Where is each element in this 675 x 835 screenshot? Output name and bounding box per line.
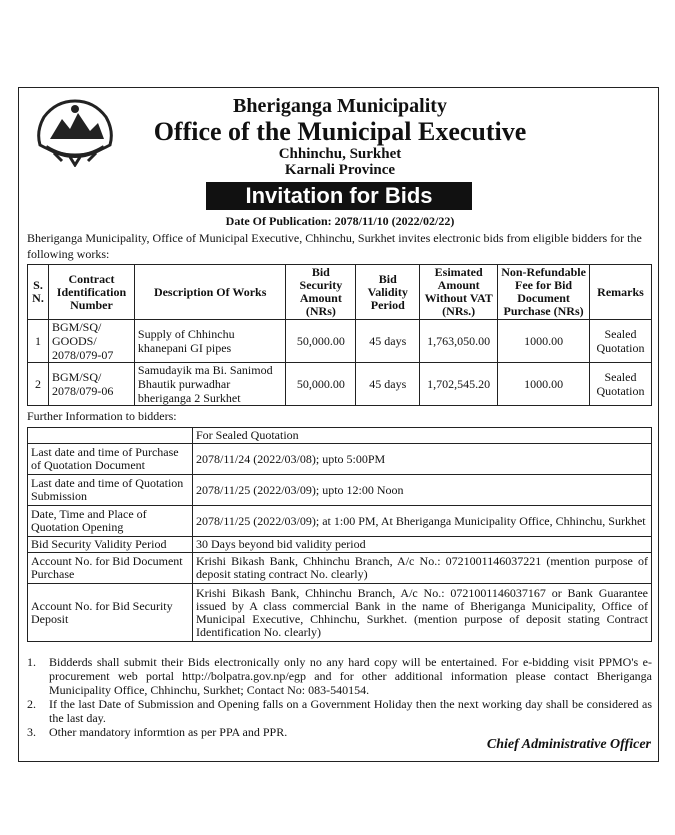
publication-date: Date Of Publication: 2078/11/10 (2022/02/22) xyxy=(225,214,455,228)
info-value: Krishi Bikash Bank, Chhinchu Branch, A/c No.: 0721001146037221 (mention purpose of deposit stating contract No. clearly) xyxy=(193,553,652,584)
table-row xyxy=(28,363,652,406)
note-text: Bidderds shall submit their Bids electronically only no any hard copy will be entertained. For e-bidding visit PPMO's e-procurement web portal http://bolpatra.gov.np/egp and for other additional information please contact Bheriganga Municipality Office, Chhinchu, Surkhet; Contact No: 083-540154. xyxy=(49,655,652,697)
info-label: Last date and time of Quotation Submission xyxy=(28,475,193,506)
cell-estimate: 1,702,545.20 xyxy=(420,363,498,406)
cell-validity: 45 days xyxy=(356,320,420,363)
table-row xyxy=(28,584,652,642)
table-row xyxy=(28,553,652,584)
cell-contract-id: BGM/SQ/ GOODS/ 2078/079-07 xyxy=(48,320,134,363)
info-value: 30 Days beyond bid validity period xyxy=(193,537,652,553)
cell-bid-security: 50,000.00 xyxy=(286,320,356,363)
government-emblem-icon xyxy=(32,95,118,167)
table-row xyxy=(28,475,652,506)
note-number: 3. xyxy=(27,725,36,739)
col-fee: Non-Refundable Fee for Bid Document Purchase (NRs) xyxy=(498,265,590,320)
table-row xyxy=(28,506,652,537)
office-address: Chhinchu, Surkhet xyxy=(278,146,402,162)
note-number: 2. xyxy=(27,697,36,711)
info-label: Date, Time and Place of Quotation Opening xyxy=(28,506,193,537)
info-value: 2078/11/25 (2022/03/09); upto 12:00 Noon xyxy=(193,475,652,506)
cell-validity: 45 days xyxy=(356,363,420,406)
cell-contract-id: BGM/SQ/ 2078/079-06 xyxy=(48,363,134,406)
cell-remarks: Sealed Quotation xyxy=(589,363,651,406)
info-value: 2078/11/24 (2022/03/08); upto 5:00PM xyxy=(193,444,652,475)
cell-sn: 2 xyxy=(28,363,49,406)
info-label: Last date and time of Purchase of Quotation Document xyxy=(28,444,193,475)
bid-table xyxy=(27,264,652,406)
table-row xyxy=(28,537,652,553)
municipality-name: Bheriganga Municipality xyxy=(233,95,447,117)
cell-sn: 1 xyxy=(28,320,49,363)
col-remarks: Remarks xyxy=(589,265,651,320)
info-empty-cell xyxy=(28,428,193,444)
col-contract-id: Contract Identification Number xyxy=(48,265,134,320)
col-bid-security: Bid Security Amount (NRs) xyxy=(286,265,356,320)
cell-fee: 1000.00 xyxy=(498,363,590,406)
note-text: If the last Date of Submission and Opening falls on a Government Holiday then the next working day shall be considered as the last day. xyxy=(49,697,652,725)
table-row xyxy=(28,320,652,363)
cell-estimate: 1,763,050.00 xyxy=(420,320,498,363)
col-sn: S. N. xyxy=(28,265,49,320)
signature-title: Chief Administrative Officer xyxy=(486,737,651,752)
info-label: Account No. for Bid Security Deposit xyxy=(28,584,193,642)
info-label: Account No. for Bid Document Purchase xyxy=(28,553,193,584)
cell-description: Samudayik ma Bi. Sanimod Bhautik purwadhar bheriganga 2 Surkhet xyxy=(134,363,285,406)
col-validity: Bid Validity Period xyxy=(356,265,420,320)
further-info-label: Further Information to bidders: xyxy=(27,409,177,423)
office-name: Office of the Municipal Executive xyxy=(153,117,527,146)
col-description: Description Of Works xyxy=(134,265,285,320)
note-text: Other mandatory informtion as per PPA and PPR. xyxy=(49,725,288,739)
table-row xyxy=(28,444,652,475)
bid-table-header xyxy=(28,265,652,320)
cell-remarks: Sealed Quotation xyxy=(589,320,651,363)
list-item xyxy=(27,697,652,725)
cell-fee: 1000.00 xyxy=(498,320,590,363)
info-header-cell: For Sealed Quotation xyxy=(193,428,652,444)
cell-description: Supply of Chhinchu khanepani GI pipes xyxy=(134,320,285,363)
notes-list xyxy=(27,655,652,739)
cell-bid-security: 50,000.00 xyxy=(286,363,356,406)
info-label: Bid Security Validity Period xyxy=(28,537,193,553)
info-value: 2078/11/25 (2022/03/09); at 1:00 PM, At Bheriganga Municipality Office, Chhinchu, Surkhet xyxy=(193,506,652,537)
info-table xyxy=(27,427,652,642)
list-item xyxy=(27,655,652,697)
col-estimate: Esimated Amount Without VAT (NRs.) xyxy=(420,265,498,320)
note-number: 1. xyxy=(27,655,36,669)
intro-paragraph: Bheriganga Municipality, Office of Municipal Executive, Chhinchu, Surkhet invites electronic bids from eligible bidders for the following works: xyxy=(27,231,642,261)
info-table-header xyxy=(28,428,652,444)
invitation-banner: Invitation for Bids xyxy=(206,182,472,210)
info-value: Krishi Bikash Bank, Chhinchu Branch, A/c No.: 0721001146037167 or Bank Guarantee issued by A class commercial Bank in the name of Bheriganga Municipality, Office of Municipal Executive, Chhinchu, Surkhet. (mention purpose of deposit stating Contract Identification No. clearly) xyxy=(193,584,652,642)
province-name: Karnali Province xyxy=(284,162,396,178)
